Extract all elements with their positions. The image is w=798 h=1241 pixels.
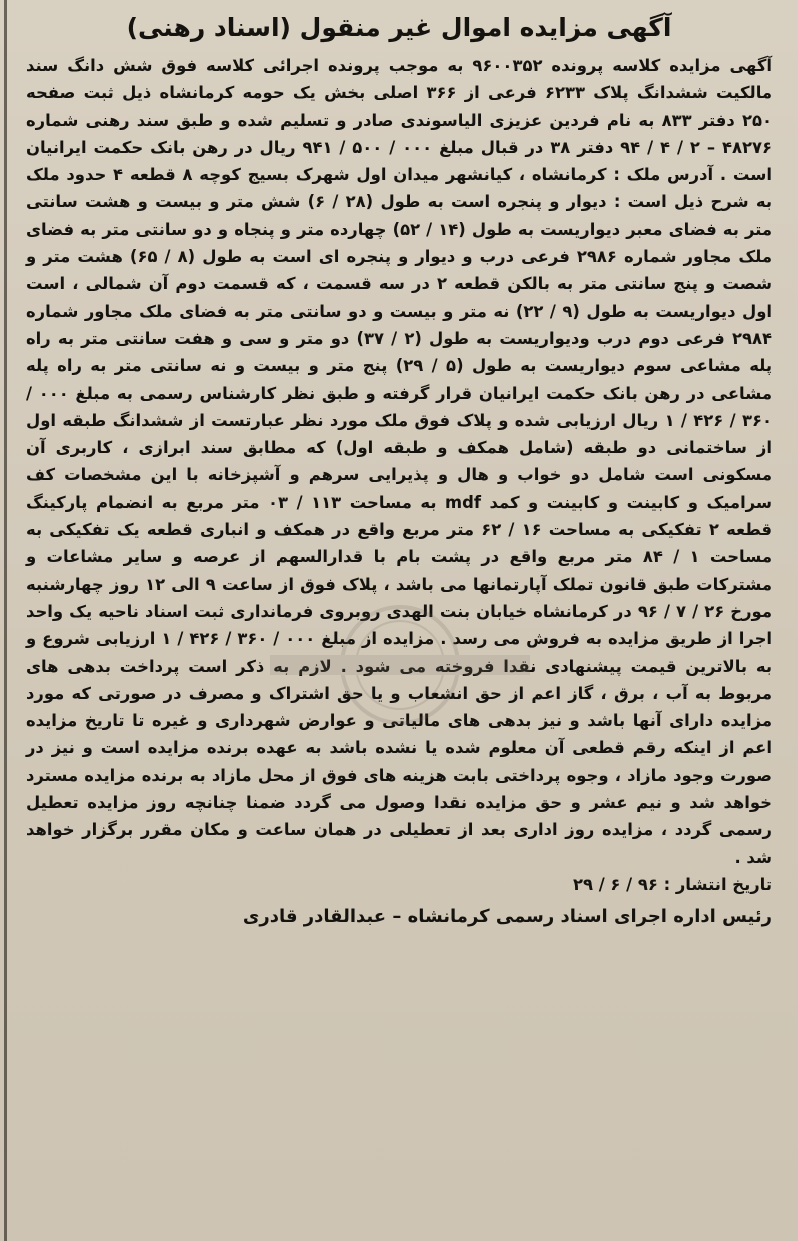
notice-title: آگهی مزایده اموال غیر منقول (اسناد رهنی) — [126, 13, 672, 42]
publish-line — [26, 871, 772, 898]
signature-line: رئیس اداره اجرای اسناد رسمی کرمانشاه – عبدالقادر قادری — [242, 906, 772, 928]
publish-date: ۹۶ / ۶ / ۲۹ — [573, 874, 658, 894]
notice-body: آگهی مزایده کلاسه پرونده ۹۶۰۰۳۵۲ به موجب پرونده اجرائی کلاسه فوق شش دانگ سند مالکیت ششدانگ پلاک ۶۲۳۳ فرعی از ۳۶۶ اصلی بخش یک حومه کرمانشاه ذیل ثبت صفحه ۲۵۰ دفتر ۸۳۳ به نام فردین عزیزی الیاسوندی صادر و تسلیم شده و طبق سند رهنی شماره ۴۸۲۷۶ – ۲ / ۴ / ۹۴ دفتر ۳۸ در قبال مبلغ ۰۰۰ / ۵۰۰ / ۹۴۱ ریال در رهن بانک حکمت ایرانیان است . آدرس ملک : کرمانشاه ، کیانشهر میدان اول شهرک بسیج کوچه ۸ قطعه ۴ حدود ملک به شرح ذیل است : دیوار و پنجره است به طول (۲۸ / ۶) شش متر و بیست و هشت سانتی متر به فضای معبر دیواریست به طول (۱۴ / ۵۲) چهارده متر و پنجاه و دو سانتی متر به فضای ملک مجاور شماره ۲۹۸۶ فرعی درب و دیوار و پنجره ای است به طول (۸ / ۶۵) هشت متر و شصت و پنج سانتی متر به بالکن قطعه ۲ در سه قسمت ، که قسمت دوم آن شمالی ، است اول دیواریست به طول (۹ / ۲۲) نه متر و بیست و دو سانتی متر به فضای ملک مجاور شماره ۲۹۸۴ فرعی دوم درب ودیواریست به طول (۲ / ۳۷) دو متر و سی و هفت سانتی متر به راه پله مشاعی سوم دیواریست به طول (۵ / ۲۹) پنج متر و بیست و نه سانتی متر به راه پله مشاعی در رهن بانک حکمت ایرانیان قرار گرفته و طبق نظر کارشناس رسمی به مبلغ ۰۰۰ / ۳۶۰ / ۴۲۶ / ۱ ریال ارزیابی شده و پلاک فوق ملک مورد نظر عبارتست از ششدانگ طبقه اول از ساختمانی دو طبقه (شامل همکف و طبقه اول) که مطابق سند ابرازی ، کاربری آن مسکونی است شامل دو خواب و هال و پذیرایی سرهم و آشپزخانه با این مشخصات کف سرامیک و کابینت و کابینت و کمد mdf به مساحت ۱۱۳ / ۰۳ متر مربع به انضمام پارکینگ قطعه ۲ تفکیکی به مساحت ۱۶ / ۶۲ متر مربع واقع در همکف و انباری قطعه یک تفکیکی به مساحت ۱ / ۸۴ متر مربع واقع در پشت بام با قدارالسهم از عرصه و سایر مشاعات و مشترکات طبق قانون تملک آپارتمانها می باشد ، پلاک فوق از ساعت ۹ الی ۱۲ روز چهارشنبه مورخ ۲۶ / ۷ / ۹۶ در کرمانشاه خیابان بنت الهدی روبروی فرمانداری ثبت اسناد ناحیه یک واحد اجرا از طریق مزایده به فروش می رسد . مزایده از مبلغ ۰۰۰ / ۳۶۰ / ۴۲۶ / ۱ ارزیابی شروع و به بالاترین قیمت پیشنهادی نقدا فروخته می شود . لازم به ذکر است پرداخت بدهی های مربوط به آب ، برق ، گاز اعم از حق انشعاب و یا حق اشتراک و مصرف در صورتی که مورد مزایده دارای آنها باشد و نیز بدهی های مالیاتی و عوارض شهرداری و غیره تا تاریخ مزایده اعم از اینکه رقم قطعی آن معلوم شده یا نشده باشد به عهده برنده مزایده است و نیز در صورت وجود مازاد ، وجوه پرداختی بابت هزینه های فوق از محل مازاد به برنده مزایده مسترد خواهد شد و نیم عشر و حق مزایده نقدا وصول می گردد ضمنا چنانچه روز مزایده تعطیل رسمی گردد ، مزایده روز اداری بعد از تعطیلی در همان ساعت و مکان مقرر برگزار خواهد شد . — [26, 56, 773, 867]
publish-label: تاریخ انتشار : — [663, 874, 772, 894]
